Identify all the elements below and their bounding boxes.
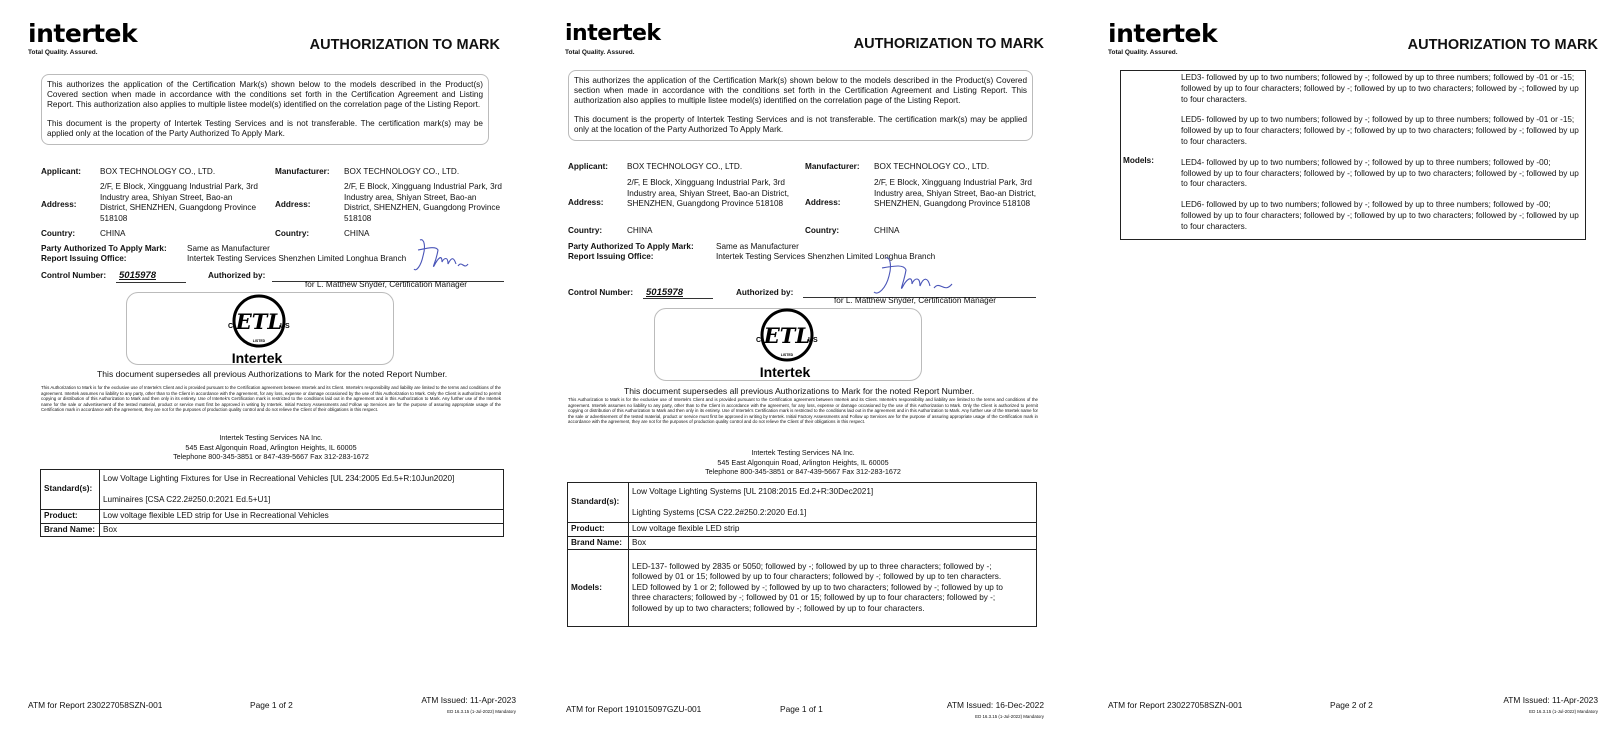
models-table: [1120, 70, 1586, 240]
brand-name-label: Brand Name:: [568, 536, 629, 550]
applicant-value: BOX TECHNOLOGY CO., LTD.: [100, 167, 216, 176]
standards-cell: [100, 470, 504, 510]
manufacturer-address: 2/F, E Block, Xingguang Industrial Park, 3rd Industry area, Shiyan Street, Bao-an District, SHENZHEN, Guangdong Province 518108: [344, 182, 502, 223]
intro-paragraph-2: This document is the property of Intertek Testing Services and is not transferable. The certification mark(s) may be applied only at the location of the Party Authorized To Apply Mark.: [574, 115, 1027, 134]
party-authorized-label: Party Authorized To Apply Mark:: [568, 242, 694, 251]
svg-text:LISTED: LISTED: [780, 353, 794, 357]
address-line-1: Intertek Testing Services NA Inc.: [219, 433, 323, 442]
models-label: Models:: [1123, 156, 1154, 165]
standard-2: Lighting Systems [CSA C22.2#250.2:2020 Ed.1]: [632, 507, 807, 517]
standards-label: Standard(s):: [568, 483, 629, 523]
address-line-2: 545 East Algonquin Road, Arlington Heights, IL 60005: [185, 442, 357, 452]
intertek-logo: [1108, 20, 1217, 57]
applicant-value: BOX TECHNOLOGY CO., LTD.: [627, 162, 743, 171]
signer-name: for L. Matthew Snyder, Certification Manager: [834, 296, 997, 305]
control-number: 5015978: [646, 287, 683, 298]
legal-fine-print: This Authorization to Mark is for the exclusive use of Intertek's Client and is provided pursuant to the Certification agreement between Intertek and its Client. Intertek's responsibility and liability are limited to the terms and conditions of the agreement. Intertek assumes no liability to any party, other than to the Client in accordance with the agreement, for any loss, expense or damage occasioned by the use of this Authorization to Mark. Only the Client is authorized to permit copying or distribution of this Authorization to Mark and then only in its entirety. Use of Intertek's Certification mark is restricted to the conditions laid out in the agreement and in this Authorization to Mark. Any further use of the Intertek name for the sale or advertisement of the tested material, product or service must first be approved in writing by Intertek. Initial Factory Assessments and Follow up Services are for the purpose of assuring appropriate usage of the Certification mark in accordance with the agreement, they are not for the purposes of production quality control and do not relieve the Client of their obligations in this respect.: [41, 385, 501, 413]
manufacturer-country: CHINA: [874, 226, 900, 235]
svg-text:US: US: [280, 323, 290, 330]
page-title: AUTHORIZATION TO MARK: [1407, 37, 1598, 53]
applicant-address: 2/F, E Block, Xingguang Industrial Park, 3rd Industry area, Shiyan Street, Bao-an District, SHENZHEN, Guangdong Province 518108: [100, 182, 258, 223]
applicant-country: CHINA: [100, 229, 126, 238]
authorized-by-label: Authorized by:: [208, 271, 266, 280]
applicant-country: CHINA: [627, 226, 653, 235]
model-entry: LED6- followed by up to two numbers; followed by -; followed by up to three numbers; followed by -00; followed by up to four characters; followed by -; followed by up to two characters; followed by -; followed by up to four characters.: [1181, 200, 1579, 231]
logo-text: intertek: [28, 19, 138, 48]
logo-text: intertek: [1108, 19, 1218, 48]
manufacturer-label: Manufacturer:: [275, 167, 330, 176]
manufacturer-country: CHINA: [344, 229, 370, 238]
intertek-logo: [28, 20, 137, 57]
control-number-label: Control Number:: [568, 288, 634, 297]
manufacturer-address-label: Address:: [275, 200, 311, 209]
logo-tagline: Total Quality. Assured.: [28, 49, 98, 56]
party-authorized-value: Same as Manufacturer: [187, 244, 270, 253]
manufacturer-country-label: Country:: [805, 226, 840, 235]
footer-issued-date: ATM Issued: 11-Apr-2023: [421, 695, 516, 705]
signature: [868, 254, 958, 302]
standards-label: Standard(s):: [41, 470, 100, 510]
footer-edition: ED 16.3.15 (1-Jul-2022) Mandatory: [975, 714, 1044, 719]
product-value: Low voltage flexible LED strip for Use in Recreational Vehicles: [100, 510, 504, 524]
product-table: [40, 469, 504, 537]
applicant-label: Applicant:: [41, 167, 82, 176]
footer-report-number: ATM for Report 191015097GZU-001: [566, 704, 702, 714]
signer-name: for L. Matthew Snyder, Certification Manager: [305, 280, 468, 289]
supersede-notice: This document supersedes all previous Authorizations to Mark for the noted Report Number.: [624, 386, 975, 396]
address-line-1: Intertek Testing Services NA Inc.: [751, 448, 855, 457]
manufacturer-country-label: Country:: [275, 229, 310, 238]
document-page-2: [538, 0, 1068, 734]
manufacturer-value: BOX TECHNOLOGY CO., LTD.: [344, 167, 460, 176]
footer-edition: ED 16.3.15 (1-Jul-2022) Mandatory: [1529, 709, 1598, 714]
issuing-office-value: Intertek Testing Services Shenzhen Limited Longhua Branch: [716, 252, 936, 261]
brand-name-value: Box: [100, 523, 504, 537]
manufacturer-address-label: Address:: [805, 198, 841, 207]
manufacturer-label: Manufacturer:: [805, 162, 860, 171]
models-label: Models:: [568, 550, 629, 627]
intro-box: [41, 74, 489, 145]
models-value: LED-137- followed by 2835 or 5050; followed by -; followed by up to three characters; followed by -; followed by 01 or 15; followed by up to four characters; followed by -; followed by up to ten characters. LED followed by 1 or 2; followed by -; followed by up to two characters; followed by -; followed by up to three characters; followed by -; followed by 01 or 15; followed by up to four characters; followed by -; followed by up to two characters; followed by -; followed by up to four characters.: [629, 550, 1037, 627]
footer-page-number: Page 2 of 2: [1330, 700, 1373, 710]
applicant-country-label: Country:: [568, 226, 603, 235]
intro-paragraph-1: This authorizes the application of the Certification Mark(s) shown below to the models described in the Product(s) Covered section when made in accordance with the conditions set forth in the Certification Agreement and Listing Report. This authorization also applies to multiple listee model(s) identified on the correlation page of the Listing Report.: [47, 80, 483, 109]
applicant-address: 2/F, E Block, Xingguang Industrial Park, 3rd Industry area, Shiyan Street, Bao-an District, SHENZHEN, Guangdong Province 518108: [627, 178, 790, 208]
footer-issued-date: ATM Issued: 16-Dec-2022: [946, 700, 1044, 710]
product-label: Product:: [41, 510, 100, 524]
logo-tagline: Total Quality. Assured.: [1108, 49, 1178, 56]
address-line-3: Telephone 800-345-3851 or 847-439-5667 Fax 312-283-1672: [173, 452, 369, 461]
standard-1: Low Voltage Lighting Fixtures for Use in Recreational Vehicles [UL 234:2005 Ed.5+R:10Jun2020]: [103, 474, 455, 483]
manufacturer-value: BOX TECHNOLOGY CO., LTD.: [874, 162, 990, 171]
party-authorized-value: Same as Manufacturer: [716, 242, 799, 251]
svg-text:ETL: ETL: [235, 309, 283, 334]
control-number: 5015978: [119, 270, 156, 281]
brand-name-value: Box: [629, 536, 1037, 550]
intertek-logo: [565, 20, 661, 57]
address-line-3: Telephone 800-345-3851 or 847-439-5667 Fax 312-283-1672: [705, 467, 901, 476]
model-entry: LED4- followed by up to two numbers; followed by -; followed by up to three numbers; followed by -00; followed by up to four characters; followed by -; followed by up to two characters; followed by -; followed by up to four characters.: [1181, 157, 1579, 189]
svg-text:ETL: ETL: [763, 323, 811, 348]
model-entry: LED3- followed by up to two numbers; followed by -; followed by up to three numbers; followed by -01 or -15; followed by up to four characters; followed by -; followed by up to two characters; followed by -; followed by up to four characters.: [1181, 73, 1579, 104]
svg-text:C: C: [756, 337, 762, 344]
svg-text:Intertek: Intertek: [759, 364, 811, 380]
footer-page-number: Page 1 of 2: [250, 700, 293, 710]
etl-listed-mark: [227, 292, 291, 368]
brand-name-label: Brand Name:: [41, 523, 100, 537]
signature: [410, 236, 472, 278]
etl-listed-mark: [755, 306, 819, 382]
intertek-address: [41, 433, 501, 462]
issuing-office-label: Report Issuing Office:: [568, 252, 654, 261]
logo-tagline: Total Quality. Assured.: [565, 49, 635, 56]
standard-2: Luminaires [CSA C22.2#250.0:2021 Ed.5+U1]: [103, 494, 271, 504]
document-page-1: [0, 0, 530, 734]
logo-text: intertek: [565, 21, 661, 46]
product-table: [567, 482, 1037, 627]
intro-paragraph-1: This authorizes the application of the Certification Mark(s) shown below to the models described in the Product(s) Covered section when made in accordance with the conditions set forth in the Certification Agreement and Listing Report. This authorization also applies to multiple listee model(s) identified on the correlation page of the Listing Report.: [574, 76, 1027, 105]
party-authorized-label: Party Authorized To Apply Mark:: [41, 244, 167, 253]
intertek-address: [568, 448, 1038, 477]
standards-cell: [629, 483, 1037, 523]
address-line-2: 545 East Algonquin Road, Arlington Heights, IL 60005: [717, 457, 889, 467]
footer-report-number: ATM for Report 230227058SZN-001: [1108, 700, 1243, 710]
intro-box: [568, 70, 1033, 141]
legal-fine-print: This Authorization to Mark is for the exclusive use of Intertek's Client and is provided pursuant to the Certification agreement between Intertek and its Client. Intertek's responsibility and liability are limited to the terms and conditions of the agreement. Intertek assumes no liability to any party, other than to the Client in accordance with the agreement, for any loss, expense or damage occasioned by the use of this Authorization to Mark. Only the Client is authorized to permit copying or distribution of this Authorization to Mark and then only in its entirety. Use of Intertek's Certification mark is restricted to the conditions laid out in the agreement and in this Authorization to Mark. Any further use of the Intertek name for the sale or advertisement of the tested material, product or service must first be approved in writing by Intertek. Initial Factory Assessments and Follow up Services are for the purpose of assuring appropriate usage of the Certification mark in accordance with the agreement, they are not for the purposes of production quality control and do not relieve the Client of their obligations in this respect.: [568, 397, 1038, 425]
supersede-notice: This document supersedes all previous Authorizations to Mark for the noted Report Number.: [97, 369, 448, 379]
product-value: Low voltage flexible LED strip: [629, 523, 1037, 537]
control-number-label: Control Number:: [41, 271, 107, 280]
product-label: Product:: [568, 523, 629, 537]
footer-edition: ED 16.3.15 (1-Jul-2022) Mandatory: [447, 709, 516, 714]
footer-page-number: Page 1 of 1: [780, 704, 823, 714]
manufacturer-address: 2/F, E Block, Xingguang Industrial Park, 3rd Industry area, Shiyan Street, Bao-an District, SHENZHEN, Guangdong Province 518108: [874, 178, 1037, 208]
svg-text:C: C: [228, 323, 234, 330]
svg-text:LISTED: LISTED: [252, 339, 266, 343]
models-list: [1181, 73, 1579, 233]
svg-text:US: US: [808, 337, 818, 344]
model-entry: LED5- followed by up to two numbers; followed by -; followed by up to three numbers; followed by -01 or -15; followed by up to four characters; followed by -; followed by up to two characters; followed by -; followed by up to four characters.: [1181, 115, 1579, 146]
applicant-address-label: Address:: [568, 198, 604, 207]
applicant-address-label: Address:: [41, 200, 77, 209]
intro-paragraph-2: This document is the property of Intertek Testing Services and is not transferable. The certification mark(s) may be applied only at the location of the Party Authorized To Apply Mark.: [47, 119, 483, 138]
standard-1: Low Voltage Lighting Systems [UL 2108:2015 Ed.2+R:30Dec2021]: [632, 487, 874, 496]
authorized-by-label: Authorized by:: [736, 288, 794, 297]
svg-text:Intertek: Intertek: [231, 350, 283, 366]
issuing-office-value: Intertek Testing Services Shenzhen Limited Longhua Branch: [187, 254, 407, 263]
applicant-country-label: Country:: [41, 229, 76, 238]
page-title: AUTHORIZATION TO MARK: [309, 37, 500, 53]
footer-report-number: ATM for Report 230227058SZN-001: [28, 700, 163, 710]
issuing-office-label: Report Issuing Office:: [41, 254, 127, 263]
page-title: AUTHORIZATION TO MARK: [853, 36, 1044, 52]
applicant-label: Applicant:: [568, 162, 609, 171]
footer-issued-date: ATM Issued: 11-Apr-2023: [1503, 695, 1598, 705]
